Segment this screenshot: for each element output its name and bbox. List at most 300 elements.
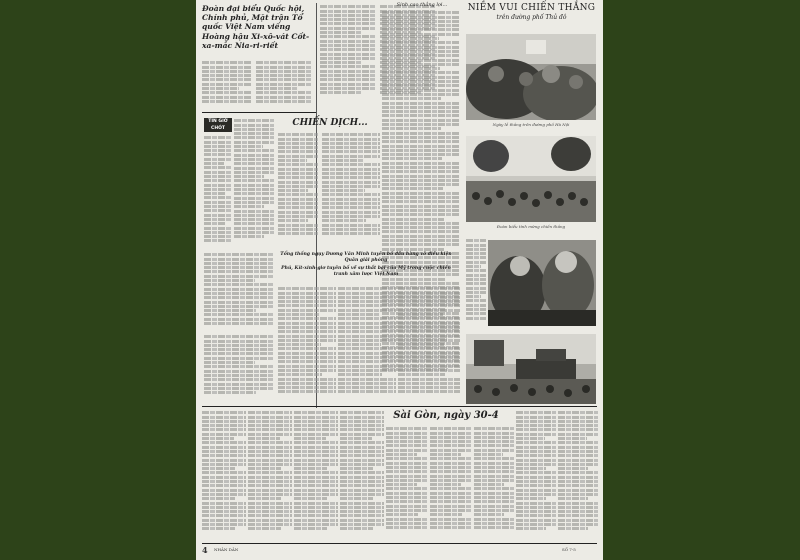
text-line xyxy=(278,176,318,179)
text-line xyxy=(382,278,445,281)
text-line xyxy=(294,514,338,517)
latest-news-col-4 xyxy=(204,334,274,402)
text-line xyxy=(382,119,460,122)
text-line xyxy=(382,84,460,87)
text-line xyxy=(382,209,460,212)
text-line xyxy=(278,232,318,235)
text-line xyxy=(294,463,338,466)
text-line xyxy=(204,239,232,242)
text-line xyxy=(294,437,326,440)
text-line xyxy=(278,339,336,342)
text-line xyxy=(516,484,556,487)
text-line xyxy=(516,437,545,440)
text-line xyxy=(516,527,546,530)
bottom-col-3 xyxy=(294,410,338,540)
text-line xyxy=(202,424,246,427)
text-line xyxy=(278,304,336,307)
text-line xyxy=(256,74,312,77)
soldier-photo xyxy=(488,240,596,326)
text-line xyxy=(294,493,338,496)
text-line xyxy=(204,378,274,381)
text-line xyxy=(382,162,460,165)
text-line xyxy=(278,181,318,184)
text-line xyxy=(386,479,428,482)
text-line xyxy=(340,446,384,449)
text-line xyxy=(322,193,380,196)
text-line xyxy=(398,378,460,381)
bottom-col-2 xyxy=(248,410,292,540)
text-line xyxy=(248,514,292,517)
text-line xyxy=(278,352,336,355)
text-line xyxy=(234,136,274,139)
text-line xyxy=(204,153,232,156)
text-line xyxy=(516,428,556,431)
text-line xyxy=(322,163,380,166)
text-line xyxy=(398,313,443,316)
text-line xyxy=(558,493,598,496)
text-line xyxy=(382,63,460,66)
text-line xyxy=(382,54,460,57)
text-line xyxy=(204,258,274,261)
bottom-col-5 xyxy=(386,426,428,540)
text-line xyxy=(320,10,376,13)
text-line xyxy=(248,480,292,483)
text-line xyxy=(234,171,274,174)
text-line xyxy=(340,424,384,427)
text-line xyxy=(340,480,384,483)
text-line xyxy=(294,489,338,492)
text-line xyxy=(516,433,556,436)
text-line xyxy=(204,318,274,321)
text-line xyxy=(202,497,235,500)
text-line xyxy=(278,322,336,325)
text-line xyxy=(204,361,255,364)
text-line xyxy=(382,205,460,208)
text-line xyxy=(338,292,396,295)
campaign-col-1 xyxy=(278,132,318,244)
text-line xyxy=(340,506,384,509)
text-line xyxy=(204,270,274,273)
text-line xyxy=(202,70,252,73)
text-line xyxy=(558,454,598,457)
text-line xyxy=(382,222,460,225)
text-line xyxy=(398,292,460,295)
text-line xyxy=(382,179,460,182)
text-line xyxy=(278,300,336,303)
text-line xyxy=(382,226,460,229)
text-line xyxy=(234,227,274,230)
text-line xyxy=(430,449,472,452)
text-line xyxy=(278,163,318,166)
text-line xyxy=(278,356,336,359)
text-line xyxy=(516,489,556,492)
text-line xyxy=(430,505,472,508)
text-line xyxy=(382,243,460,246)
crowd-photo-2 xyxy=(466,136,596,222)
text-line xyxy=(382,235,460,238)
text-line xyxy=(340,527,373,530)
text-line xyxy=(202,83,252,86)
text-line xyxy=(320,87,376,90)
text-line xyxy=(204,387,274,390)
text-line xyxy=(338,309,396,312)
text-line xyxy=(338,373,382,376)
text-line xyxy=(204,209,232,212)
text-line xyxy=(294,484,338,487)
text-line xyxy=(248,467,281,470)
text-line xyxy=(340,519,384,522)
text-line xyxy=(558,510,598,513)
text-line xyxy=(234,128,274,131)
text-line xyxy=(398,382,460,385)
text-line xyxy=(466,274,486,277)
text-line xyxy=(294,459,338,462)
text-line xyxy=(516,523,556,526)
text-line xyxy=(248,506,292,509)
text-line xyxy=(466,295,481,298)
text-line xyxy=(382,127,441,130)
text-line xyxy=(248,463,292,466)
text-line xyxy=(204,158,232,161)
text-line xyxy=(204,348,274,351)
text-line xyxy=(204,205,232,208)
text-line xyxy=(382,114,460,117)
footer-rule xyxy=(202,543,597,544)
text-line xyxy=(398,330,460,333)
text-line xyxy=(204,292,274,295)
text-line xyxy=(202,78,252,81)
text-line xyxy=(278,382,336,385)
text-line xyxy=(202,476,246,479)
text-line xyxy=(474,470,514,473)
text-line xyxy=(322,159,364,162)
text-line xyxy=(322,133,380,136)
text-line xyxy=(204,305,274,308)
text-line xyxy=(340,411,384,414)
text-line xyxy=(322,189,365,192)
text-line xyxy=(204,340,274,343)
text-line xyxy=(204,149,232,152)
text-line xyxy=(382,230,460,233)
top-left-body-2 xyxy=(256,60,312,110)
text-line xyxy=(340,502,384,505)
saigon-headline: Sài Gòn, ngày 30-4 xyxy=(393,410,499,421)
text-line xyxy=(338,390,396,393)
campaign-headline: CHIẾN DỊCH... xyxy=(292,118,368,128)
text-line xyxy=(294,519,338,522)
text-line xyxy=(516,441,556,444)
text-line xyxy=(278,172,318,175)
text-line xyxy=(516,493,556,496)
text-line xyxy=(340,497,373,500)
text-line xyxy=(386,505,428,508)
text-line xyxy=(322,211,380,214)
text-line xyxy=(294,450,338,453)
text-line xyxy=(386,436,428,439)
text-line xyxy=(256,96,312,99)
text-line xyxy=(386,518,428,521)
text-line xyxy=(278,343,321,346)
text-line xyxy=(322,206,380,209)
text-line xyxy=(320,18,376,21)
text-line xyxy=(386,444,428,447)
latest-news-badge: TIN GIỜ CHÓT xyxy=(204,118,232,132)
text-line xyxy=(558,450,598,453)
text-line xyxy=(202,527,235,530)
text-line xyxy=(204,227,232,230)
text-line xyxy=(202,514,246,517)
text-line xyxy=(278,168,318,171)
text-line xyxy=(466,317,486,320)
text-line xyxy=(248,437,280,440)
text-line xyxy=(202,489,246,492)
banner-col-3 xyxy=(398,286,460,402)
text-line xyxy=(204,253,274,256)
text-line xyxy=(204,288,274,291)
text-line xyxy=(248,416,292,419)
text-line xyxy=(474,427,514,430)
text-line xyxy=(202,416,246,419)
text-line xyxy=(398,309,460,312)
text-line xyxy=(474,444,514,447)
text-line xyxy=(474,500,514,503)
text-line xyxy=(234,132,274,135)
text-line xyxy=(234,154,274,157)
text-line xyxy=(294,480,338,483)
text-line xyxy=(340,523,384,526)
text-line xyxy=(338,343,381,346)
text-line xyxy=(386,500,428,503)
text-line xyxy=(202,66,252,69)
text-line xyxy=(294,497,327,500)
text-line xyxy=(382,187,443,190)
text-line xyxy=(382,93,460,96)
text-line xyxy=(320,31,361,34)
text-line xyxy=(386,453,417,456)
text-line xyxy=(382,192,460,195)
text-line xyxy=(338,365,396,368)
text-line xyxy=(516,411,556,414)
text-line xyxy=(340,493,384,496)
surrender-banner-line-2: Phú, Kít-xinh-giơ tuyên bố về sự thất bại của Mỹ trong cuộc chiến tranh xâm lược Việt Nam xyxy=(281,266,451,277)
text-line xyxy=(338,386,396,389)
text-line xyxy=(248,446,292,449)
text-line xyxy=(386,449,428,452)
text-line xyxy=(516,497,546,500)
text-line xyxy=(320,53,376,56)
text-line xyxy=(202,441,246,444)
text-line xyxy=(202,91,252,94)
text-line xyxy=(234,184,274,187)
text-line xyxy=(382,239,460,242)
text-line xyxy=(430,457,472,460)
text-line xyxy=(382,28,460,31)
text-line xyxy=(322,215,380,218)
text-line xyxy=(516,506,556,509)
text-line xyxy=(256,87,297,90)
text-line xyxy=(322,176,380,179)
text-line xyxy=(474,479,514,482)
crowd-photo-1 xyxy=(466,34,596,120)
text-line xyxy=(320,35,376,38)
text-line xyxy=(516,480,556,483)
text-line xyxy=(516,463,556,466)
text-line xyxy=(474,526,514,529)
text-line xyxy=(294,510,338,513)
text-line xyxy=(430,526,472,529)
text-line xyxy=(278,373,322,376)
text-line xyxy=(322,142,380,145)
text-line xyxy=(320,27,376,30)
text-line xyxy=(386,496,428,499)
text-line xyxy=(204,184,232,187)
bottom-section-rule xyxy=(202,406,597,407)
text-line xyxy=(202,493,246,496)
text-line xyxy=(558,467,588,470)
text-line xyxy=(340,484,384,487)
text-line xyxy=(466,299,486,302)
text-line xyxy=(382,175,460,178)
text-line xyxy=(322,224,380,227)
text-line xyxy=(340,420,384,423)
text-line xyxy=(202,502,246,505)
text-line xyxy=(516,519,556,522)
text-line xyxy=(338,304,396,307)
text-line xyxy=(278,390,336,393)
text-line xyxy=(204,145,232,148)
text-line xyxy=(234,222,274,225)
text-line xyxy=(204,365,274,368)
text-line xyxy=(558,527,588,530)
text-line xyxy=(278,378,336,381)
text-line xyxy=(294,411,338,414)
text-line xyxy=(382,106,460,109)
text-line xyxy=(338,330,396,333)
text-line xyxy=(320,44,376,47)
text-line xyxy=(474,440,514,443)
text-line xyxy=(338,322,396,325)
text-line xyxy=(248,454,292,457)
text-line xyxy=(294,420,338,423)
text-line xyxy=(294,506,338,509)
text-line xyxy=(234,205,264,208)
text-line xyxy=(398,296,460,299)
latest-news-col-2 xyxy=(234,118,274,248)
text-line xyxy=(558,489,598,492)
text-line xyxy=(386,526,428,529)
text-line xyxy=(516,476,556,479)
text-line xyxy=(320,48,376,51)
text-line xyxy=(278,150,318,153)
top-right-subheadline: trên đường phố Thủ đô xyxy=(496,14,567,21)
text-line xyxy=(234,201,274,204)
text-line xyxy=(340,489,384,492)
text-line xyxy=(202,74,252,77)
text-line xyxy=(278,219,308,222)
text-line xyxy=(516,454,556,457)
text-line xyxy=(340,433,384,436)
text-line xyxy=(398,287,460,290)
text-line xyxy=(474,487,514,490)
text-line xyxy=(320,83,376,86)
text-line xyxy=(474,432,514,435)
text-line xyxy=(386,470,428,473)
text-line xyxy=(204,192,225,195)
text-line xyxy=(474,496,514,499)
text-line xyxy=(248,523,292,526)
text-line xyxy=(202,484,246,487)
text-line xyxy=(320,65,376,68)
banner-col-2 xyxy=(338,286,396,402)
text-line xyxy=(234,179,274,182)
text-line xyxy=(248,510,292,513)
text-line xyxy=(278,215,318,218)
text-line xyxy=(558,446,598,449)
text-line xyxy=(320,70,376,73)
text-line xyxy=(382,76,460,79)
text-line xyxy=(204,322,274,325)
text-line xyxy=(202,96,252,99)
text-line xyxy=(234,235,264,238)
text-line xyxy=(278,330,336,333)
text-line xyxy=(382,136,460,139)
text-line xyxy=(382,166,460,169)
text-line xyxy=(234,175,264,178)
text-line xyxy=(204,344,274,347)
text-line xyxy=(430,436,472,439)
latest-news-col-1 xyxy=(204,135,232,250)
text-line xyxy=(338,296,396,299)
text-line xyxy=(430,470,472,473)
text-line xyxy=(430,522,472,525)
text-line xyxy=(294,441,338,444)
text-line xyxy=(398,343,444,346)
text-line xyxy=(474,505,514,508)
text-line xyxy=(466,244,486,247)
text-line xyxy=(466,278,486,281)
surrender-banner-line-1: Tổng thống ngụy Dương Văn Minh tuyên bố đầu hàng vô điều kiện Quân giải phóng xyxy=(280,252,452,263)
text-line xyxy=(278,296,336,299)
text-line xyxy=(466,265,481,268)
text-line xyxy=(474,492,514,495)
text-line xyxy=(382,46,460,49)
top-left-body xyxy=(202,60,252,110)
text-line xyxy=(516,467,546,470)
text-line xyxy=(320,61,361,64)
text-line xyxy=(340,514,384,517)
text-line xyxy=(338,347,396,350)
text-line xyxy=(278,228,318,231)
text-line xyxy=(322,185,380,188)
text-line xyxy=(340,454,384,457)
text-line xyxy=(202,480,246,483)
tank-photo xyxy=(466,334,596,404)
text-line xyxy=(340,428,384,431)
text-line xyxy=(294,471,338,474)
text-line xyxy=(202,519,246,522)
text-line xyxy=(398,339,460,342)
text-line xyxy=(466,312,486,315)
text-line xyxy=(202,420,246,423)
text-line xyxy=(278,206,318,209)
text-line xyxy=(338,378,396,381)
text-line xyxy=(204,136,232,139)
text-line xyxy=(278,211,318,214)
text-line xyxy=(202,471,246,474)
text-line xyxy=(278,189,308,192)
text-line xyxy=(248,484,292,487)
text-line xyxy=(204,231,232,234)
